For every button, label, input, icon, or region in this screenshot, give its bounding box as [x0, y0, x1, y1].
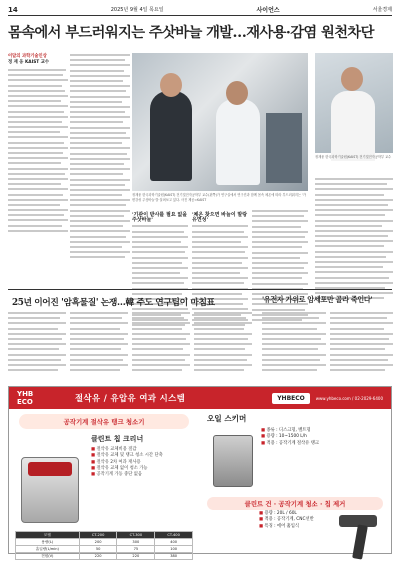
- ad-slogan: 절삭유 / 유압유 여과 시스템: [75, 393, 186, 403]
- product-name-1: 클린트 칩 크리너: [91, 435, 144, 443]
- product-features-3: ■ 용량 : 20L / 60L ■ 적용 : 공작기계, CNC선반 ■ 특징 : 에어 흡입식: [259, 511, 314, 530]
- table-row: 흡입량(L/min) 50 75 100: [16, 546, 193, 553]
- third-headline: '유전자 가위로 암세포만 골라 죽인다': [262, 295, 373, 304]
- spec-table: 모델 CT-200 CT-300 CT-400 용량(L) 200 300 400 흡입량(L/min) 50 75 100 전원(V) 220 220 380: [15, 531, 193, 560]
- second-story-body: [8, 312, 252, 380]
- table-row: 용량(L) 200 300 400: [16, 539, 193, 546]
- page-header: [8, 4, 392, 16]
- chip-cleaner-image: [21, 457, 79, 523]
- section-divider: [8, 289, 392, 290]
- ad-product-panel-2: [199, 409, 391, 553]
- ad-sub-banner: 공작기계 절삭유 탱크 청소기: [19, 414, 189, 429]
- brand-logo: YHB ECO: [17, 390, 34, 406]
- product-features-2: ■ 종류 : 디스크형, 벨트형 ■ 용량 : 10~1500 L/h ■ 적용 : 공작기계 절삭유 탱크: [261, 428, 391, 447]
- second-headline: 25년 이어진 '암흑물질' 논쟁…韓 주도 연구팀이 마침표: [12, 298, 215, 308]
- product-name-3: 클린트 건 · 공작기계 청소 · 칩 제거: [207, 497, 383, 510]
- ad-banner: [9, 387, 391, 409]
- section-name: 사이언스: [256, 7, 280, 14]
- page-number: 14: [8, 5, 18, 14]
- ad-contact: www.yhbeco.com / 02-2029-6400: [315, 395, 383, 401]
- portrait-caption: 정재웅 한국과학기술원(KAIST) 전기및전자공학부 교수: [315, 155, 392, 159]
- award-label: 이달의 과학기술인상: [8, 54, 47, 59]
- lead-headline: 몸속에서 부드러워지는 주삿바늘 개발…재사용·감염 원천차단: [8, 25, 374, 41]
- brand-logo-2: YHBECO: [272, 393, 310, 404]
- product-features-1: ■ 절삭유 교체비용 절감 ■ 절삭유 교체 및 탱크 청소 시간 단축 ■ 절삭유 2차 여과 재사용 ■ 절삭유 교체 없이 청소 가능 ■ 공작기계 가동 중단 없음: [91, 447, 199, 478]
- product-name-2: 오일 스키머: [207, 414, 247, 423]
- table-row: 전원(V) 220 220 380: [16, 553, 193, 560]
- lead-subhead-1: '기관이 받사를 필요 없을 주삿바늘': [132, 212, 188, 224]
- air-gun-image: [335, 509, 381, 565]
- person-name: 정 재 웅 KAIST 교수: [8, 60, 50, 65]
- paper-name: 서울경제: [372, 7, 392, 13]
- lead-photo: [132, 53, 308, 191]
- lead-subhead-2: '체온 찾으면 바늘이 말랑 유연성': [192, 212, 248, 224]
- advertisement[interactable]: [8, 386, 392, 558]
- publish-date: 2025년 9월 4일 목요일: [110, 7, 164, 13]
- oil-skimmer-image: [213, 435, 253, 487]
- lead-photo-caption: 정재웅 한국과학기술원(KAIST) 전기및전자공학부 교수(왼쪽)가 연구실에서 연구진과 함께 몸속 체온에 따라 부드러워지는 '가변강성 주삿바늘'을 살펴보고 있다. 사진 제공=KAIST: [132, 193, 306, 202]
- ad-product-panel-1: [9, 409, 199, 558]
- third-story-body: [262, 312, 393, 380]
- portrait-photo: [315, 53, 393, 153]
